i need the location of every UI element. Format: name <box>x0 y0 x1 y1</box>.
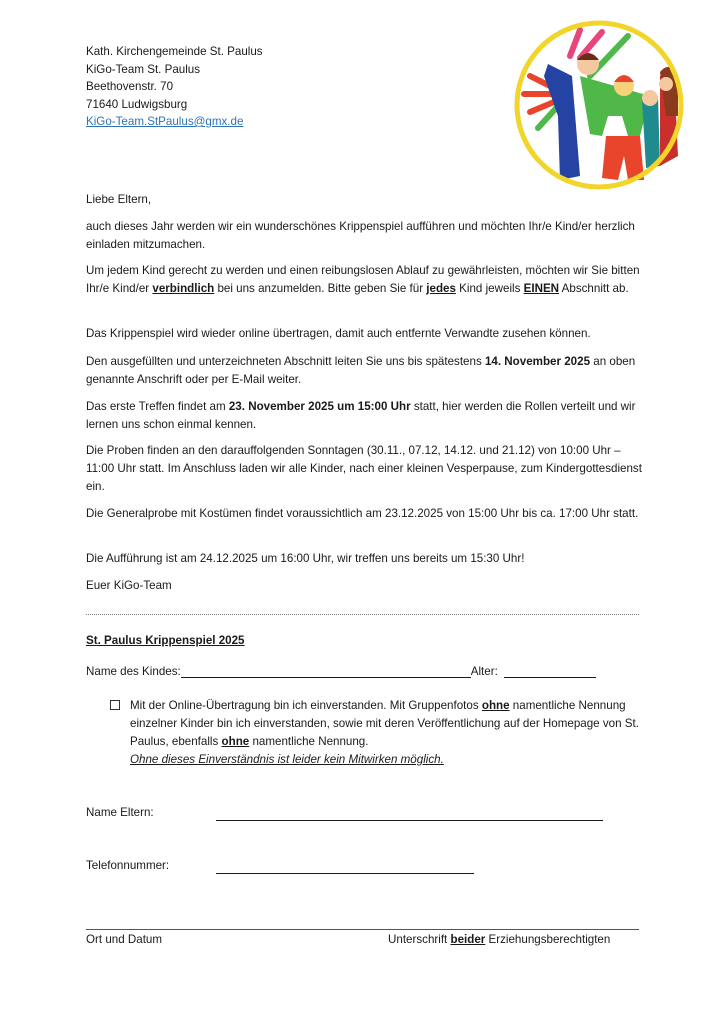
paragraph-dress-rehearsal: Die Generalprobe mit Kostümen findet voraussichtlich am 23.12.2025 von 15:00 Uhr bis ca. 17:00 Uhr statt. <box>86 507 639 520</box>
paragraph-performance: Die Aufführung ist am 24.12.2025 um 16:00 Uhr, wir treffen uns bereits um 15:30 Uhr! <box>86 552 525 565</box>
paragraph-invitation: auch dieses Jahr werden wir ein wunderschönes Krippenspiel aufführen und möchten Ihr/e Kind/er herzlich einladen mitzumachen. <box>86 220 635 251</box>
signature-line[interactable] <box>86 929 639 930</box>
consent-text: Mit der Online-Übertragung bin ich einverstanden. Mit Gruppenfotos ohne namentliche Nennung einzelner Kinder bin ich einverstanden, sowie mit deren Veröffentlichung auf der Homepage von St. Paulus, ebenfalls ohne namentliche Nennung. Ohne dieses Einverständnis ist leider kein Mitwirken möglich. <box>130 699 639 766</box>
sender-street: Beethovenstr. 70 <box>86 80 174 93</box>
signature-label: Unterschrift beider Erziehungsberechtigten <box>388 933 611 946</box>
parents-name-label: Name Eltern: <box>86 806 154 819</box>
sender-address <box>86 43 263 131</box>
age-label: Alter: <box>470 665 498 678</box>
parents-name-field[interactable] <box>216 820 603 821</box>
cut-line-divider <box>86 614 639 615</box>
email-link[interactable]: KiGo-Team.StPaulus@gmx.de <box>86 115 244 128</box>
sender-org: Kath. Kirchengemeinde St. Paulus <box>86 45 263 58</box>
phone-field[interactable] <box>216 873 474 874</box>
child-name-field[interactable] <box>181 664 471 678</box>
sender-city: 71640 Ludwigsburg <box>86 97 188 111</box>
sender-team: KiGo-Team St. Paulus <box>86 62 201 76</box>
consent-checkbox[interactable] <box>110 700 120 710</box>
children-circle-drawing-logo <box>510 16 688 194</box>
form-title: St. Paulus Krippenspiel 2025 <box>86 634 245 647</box>
paragraph-online: Das Krippenspiel wird wieder online übertragen, damit auch entfernte Verwandte zusehen können. <box>86 327 591 340</box>
paragraph-rehearsals: Die Proben finden an den darauffolgenden Sonntagen (30.11., 07.12, 14.12. und 21.12) von 10:00 Uhr – 11:00 Uhr statt. Im Anschluss laden wir alle Kinder, nach einer kleinen Vesperpause, zum Kindergottesdienst ein. <box>86 444 642 493</box>
place-date-label: Ort und Datum <box>86 933 163 946</box>
salutation: Liebe Eltern, <box>86 193 152 206</box>
paragraph-first-meeting: Das erste Treffen findet am 23. November 2025 um 15:00 Uhr statt, hier werden die Rollen verteilt und wir lernen uns schon einmal kennen. <box>86 400 636 431</box>
age-field[interactable] <box>504 664 596 678</box>
child-name-row <box>86 664 596 678</box>
paragraph-deadline: Den ausgefüllten und unterzeichneten Abschnitt leiten Sie uns bis spätestens 14. November 2025 an oben genannte Anschrift oder per E-Mail weiter. <box>86 355 636 386</box>
child-name-label: Name des Kindes: <box>86 665 181 678</box>
phone-label: Telefonnummer: <box>86 859 170 872</box>
paragraph-registration: Um jedem Kind gerecht zu werden und einen reibungslosen Ablauf zu gewährleisten, möchten wir Sie bitten Ihr/e Kind/er verbindlich bei uns anzumelden. Bitte geben Sie für jedes Kind jeweils EINEN Abschnitt ab. <box>86 264 640 295</box>
closing: Euer KiGo-Team <box>86 579 172 592</box>
consent-note: Ohne dieses Einverständnis ist leider kein Mitwirken möglich. <box>130 753 444 766</box>
